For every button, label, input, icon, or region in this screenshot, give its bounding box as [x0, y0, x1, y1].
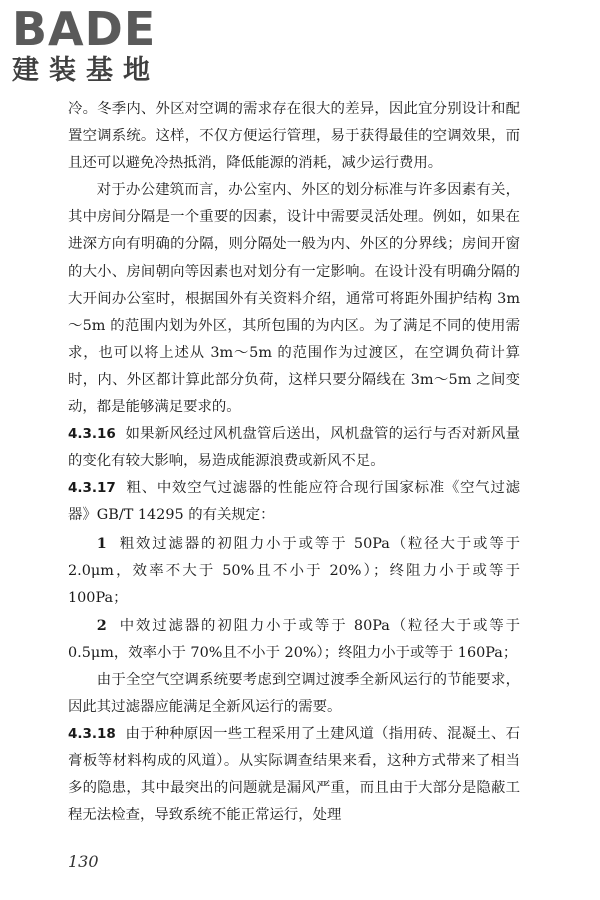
paragraph-filter-note: 由于全空气空调系统要考虑到空调过渡季全新风运行的节能要求，因此其过滤器应能满足全新风运行的需要。: [68, 671, 520, 716]
page-body: [68, 96, 520, 830]
paragraph-continuation: 冷。冬季内、外区对空调的需求存在很大的差异，因此宜分别设计和配置空调系统。这样，不仅方便运行管理，易于获得最佳的空调效果，而且还可以避免冷热抵消，降低能源的消耗，减少运行费用。: [68, 101, 520, 172]
clause-item-1: [68, 530, 520, 612]
page-number: 130: [68, 852, 99, 871]
clause-number: 4.3.16: [68, 426, 116, 443]
clause-number: 4.3.17: [68, 480, 116, 497]
clause-item-2: [68, 612, 520, 667]
clause-text: 粗、中效空气过滤器的性能应符合现行国家标准《空气过滤器》GB/T 14295 的有关规定：: [68, 480, 520, 524]
paragraph-office-zoning: 对于办公建筑而言，办公室内、外区的划分标准与许多因素有关，其中房间分隔是一个重要的因素，设计中需要灵活处理。例如，如果在进深方向有明确的分隔，则分隔处一般为内、外区的分界线；房间开窗的大小、房间朝向等因素也对划分有一定影响。在设计没有明确分隔的大开间办公室时，根据国外有关资料介绍，通常可将距外围护结构 3m～5m 的范围内划为外区，其所包围的为内区。为了满足不同的使用需求，也可以将上述从 3m～5m 的范围作为过渡区，在空调负荷计算时，内、外区都计算此部分负荷，这样只要分隔线在 3m～5m 之间变动，都是能够满足要求的。: [68, 182, 520, 416]
item-number: 1: [96, 534, 107, 552]
clause-text: 如果新风经过风机盘管后送出，风机盘管的运行与否对新风量的变化有较大影响，易造成能源浪费或新风不足。: [68, 426, 520, 470]
logo: [12, 2, 182, 94]
clause-text: 由于种种原因一些工程采用了土建风道（指用砖、混凝土、石膏板等材料构成的风道）。从实际调查结果来看，这种方式带来了相当多的隐患，其中最突出的问题就是漏风严重，而且由于大部分是隐蔽工程无法检查，导致系统不能正常运行，处理: [68, 726, 520, 824]
item-number: 2: [96, 616, 107, 634]
logo-subtitle: 建装基地: [12, 55, 160, 86]
clause-4-3-18: [68, 721, 520, 829]
item-text: 粗效过滤器的初阻力小于或等于 50Pa（粒径大于或等于 2.0μm，效率不大于 50%且不小于 20%）；终阻力小于或等于 100Pa；: [68, 535, 520, 606]
clause-number: 4.3.18: [68, 726, 116, 743]
clause-4-3-16: [68, 421, 520, 475]
logo-brand: BADE: [12, 2, 157, 56]
item-text: 中效过滤器的初阻力小于或等于 80Pa（粒径大于或等于 0.5μm，效率小于 70%且不小于 20%）；终阻力小于或等于 160Pa；: [68, 617, 520, 661]
clause-4-3-17: [68, 475, 520, 529]
